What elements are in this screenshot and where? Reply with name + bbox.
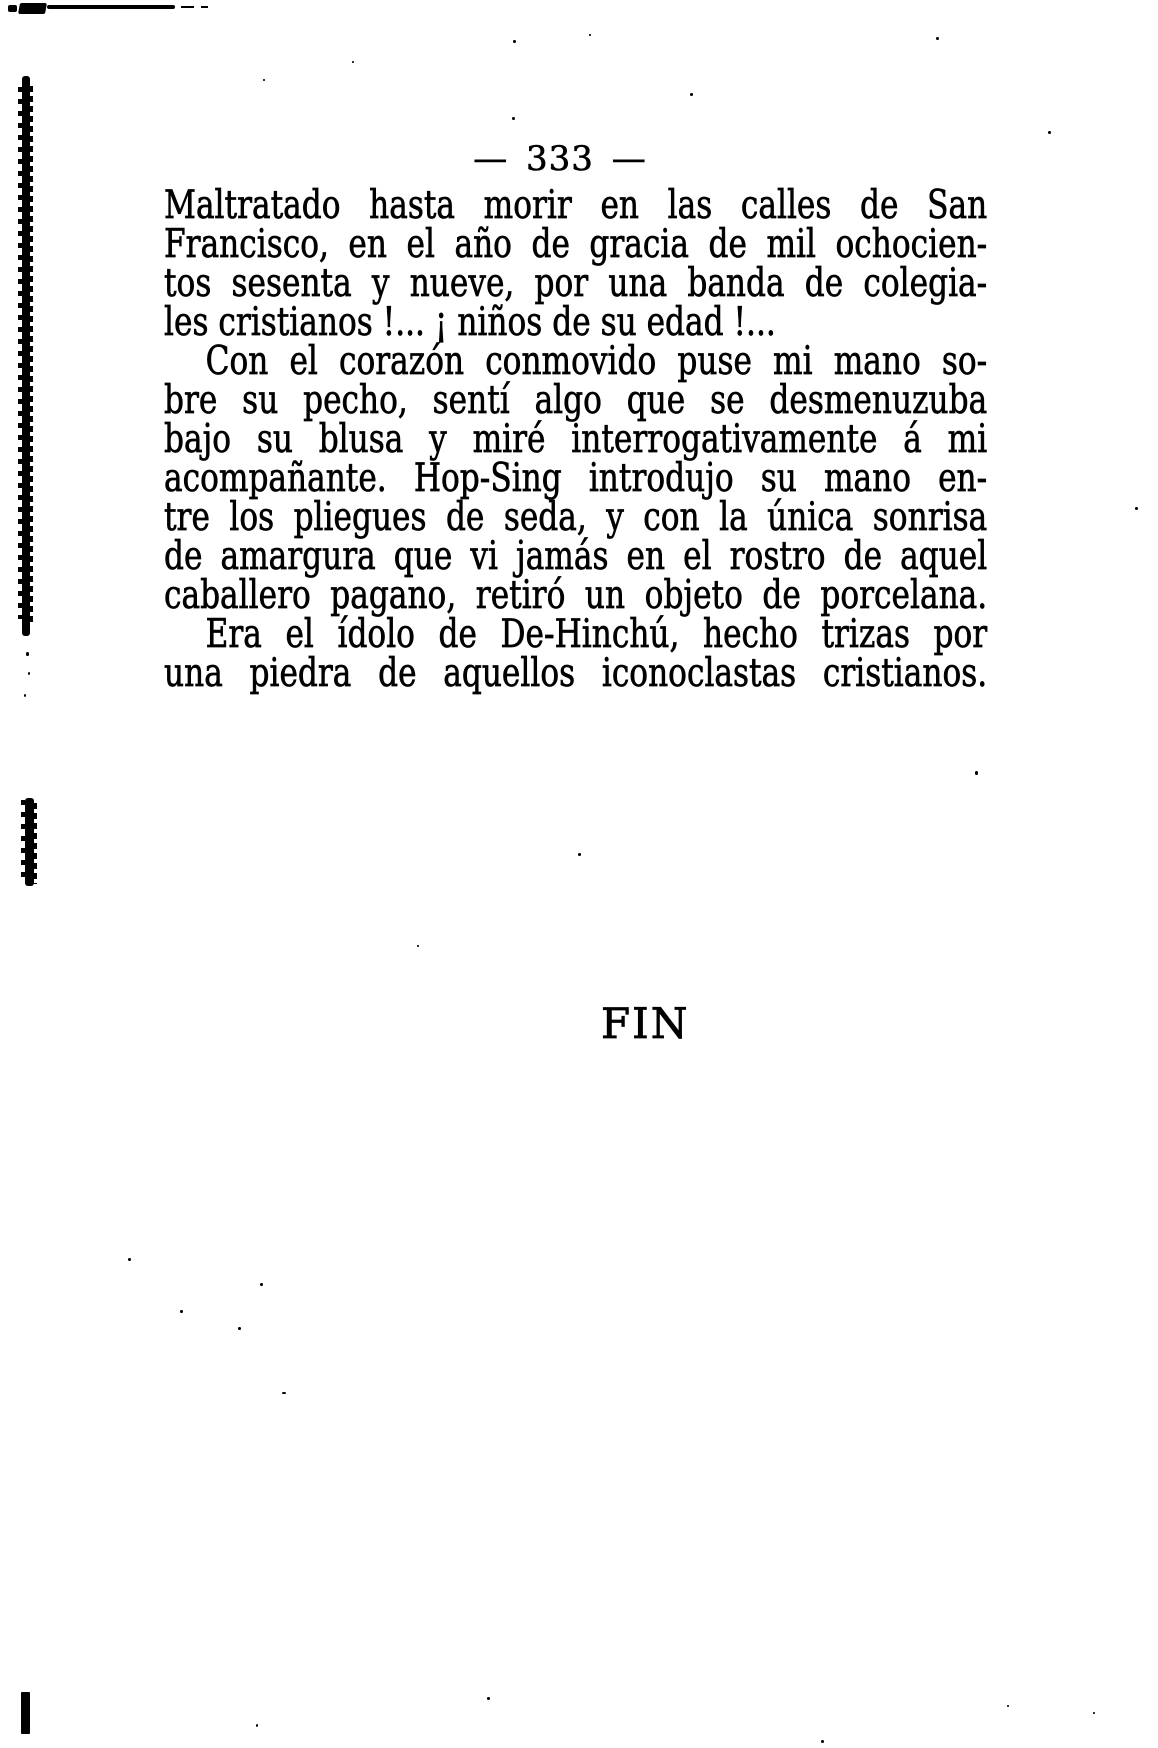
ink-speck [26,652,29,656]
text-line: una piedra de aquellos iconoclastas cristianos. [164,651,988,696]
ink-speck [28,672,30,675]
ink-speck [512,117,515,120]
ink-speck [821,1740,824,1743]
gutter-strip-mid [25,798,34,886]
text-line: Con el corazón conmovido puse mi mano so- [205,339,988,384]
text-line: Maltratado hasta morir en las calles de San [164,183,988,228]
ink-speck [1007,1705,1009,1707]
ink-speck [260,1283,263,1286]
text-line: Era el ídolo de De-Hinchú, hecho trizas por [205,612,988,657]
text-line: de amargura que vi jamás en el rostro de aquel [164,534,988,579]
ink-speck [690,93,693,96]
ink-speck [256,1724,258,1727]
ink-speck [238,1327,241,1330]
text-line: tre los pliegues de seda, y con la única sonrisa [164,495,988,540]
text-line: bajo su blusa y miré interrogativamente á mi [164,417,988,462]
ink-speck [352,61,354,63]
text-line: les cristianos !... ¡ niños de su edad !... [164,300,776,345]
ink-speck [1135,507,1138,510]
text-line: acompañante. Hop-Sing introdujo su mano en- [164,456,988,501]
ink-speck [282,1392,286,1394]
text-line: Francisco, en el año de gracia de mil ochocien- [164,222,988,267]
text-line: caballero pagano, retiró un objeto de porcelana. [164,573,988,618]
ink-speck [1048,131,1051,134]
scan-ink-blob [8,5,17,12]
text-line: bre su pecho, sentí algo que se desmenuzuba [164,378,988,423]
scan-top-edge-dash [181,6,194,8]
ink-speck [24,694,26,697]
text-line: tos sesenta y nueve, por una banda de colegia- [164,261,988,306]
ink-speck [1093,1712,1095,1714]
page-number-header: — 333 — [473,139,647,179]
gutter-bar-bottom [21,1692,30,1734]
ink-speck [513,40,516,43]
ink-speck [180,1310,183,1313]
ink-speck [263,79,265,81]
scan-top-edge-line [47,5,175,9]
ink-speck [975,771,978,775]
scan-ink-blob [18,3,47,14]
fin-label: FIN [601,999,690,1048]
ink-speck [578,853,581,856]
ink-speck [589,34,591,36]
ink-speck [128,1258,131,1261]
ink-speck [936,37,939,40]
scan-top-edge-dash [201,6,208,8]
ink-speck [487,1697,490,1700]
ink-speck [417,945,419,947]
page-text [164,183,988,696]
